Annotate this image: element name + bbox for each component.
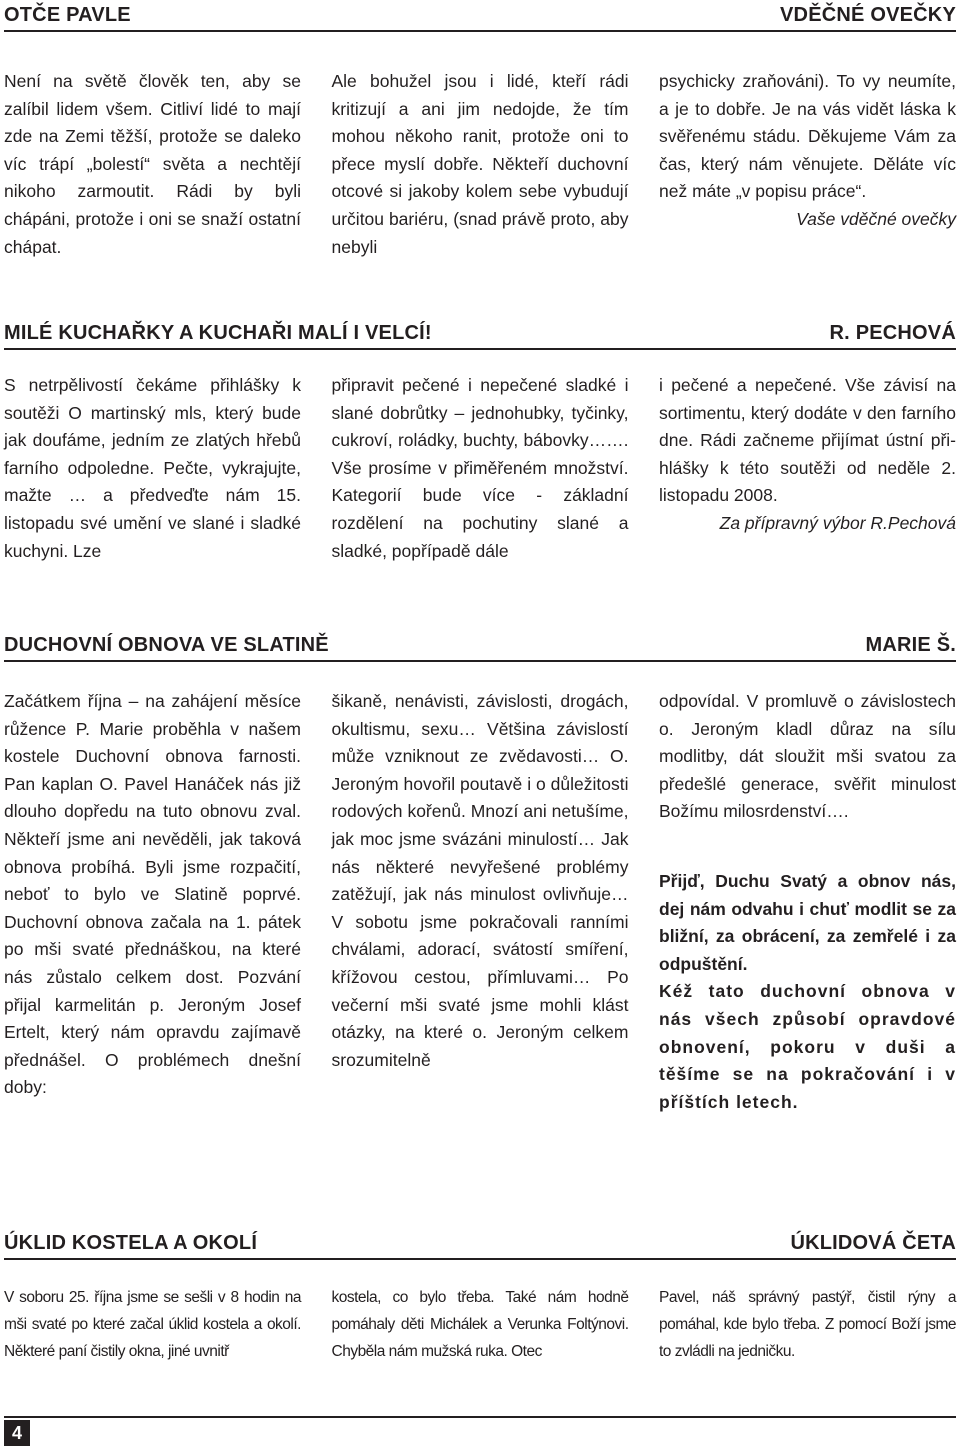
article-header xyxy=(4,1228,956,1260)
article-column-2: připravit pečené i nepečené sladké i slané dobrůtky – jednohubky, tyčinky, cukroví, roládky, buchty, bábovky……. Vše prosíme v přiměřeném množství. Kategorií bude více - základní rozdělení na pochutiny slané a sladké, popřípadě dále xyxy=(331,375,629,561)
article-kucharky xyxy=(4,318,956,565)
article-column-3: psychicky zraňováni). To vy neumíte, a je to dobře. Je na vás vidět láska k svěřenému stádu. Děkujeme Vám za čas, který nám věnujete. Děláte víc než máte „v popisu práce“. Vaše vděčné ovečky xyxy=(659,68,956,261)
article-column-3: i pečené a nepečené. Vše závisí na sortimentu, který dodáte v den farního dne. Rádi začneme přijímat ústní přihlášky k této soutěži od neděle 2. listopadu 2008. Za přípravný výbor R.Pechová xyxy=(659,372,956,565)
article-column-2: šikaně, nenávisti, závislosti, drogách, okultismu, sexu… Většina závislostí může vzniknout ze zvědavosti… O. Jeroným hovořil poutavě i o důležitosti rodových kořenů. Mnozí ani netušíme, jak moc jsme svázáni minulostí… Jak nás některé nevyřešené problémy zatěžují, jak nás minulost ovlivňuje… V sobotu jsme pokračovali ranními chválami, adorací, svátostí smíření, křížovou cestou, přímluvami… Po večerní mši svaté jsme mohli klást otázky, na které o. Jeroným celkem srozumitelně xyxy=(331,691,629,1070)
prayer-text: Přijď, Duchu Svatý a obnov nás, dej nám odvahu i chuť modlit se za bližní, za obrácení, za zemřelé i za odpuštění. xyxy=(659,870,956,974)
article-signature: Za přípravný výbor R.Pechová xyxy=(719,512,956,533)
article-author: ÚKLIDOVÁ ČETA xyxy=(790,1232,956,1254)
article-title: OTČE PAVLE xyxy=(4,4,131,26)
page-number: 4 xyxy=(4,1420,30,1446)
article-author: VDĚČNÉ OVEČKY xyxy=(780,4,956,26)
article-column-2: kostela, co bylo třeba. Také nám hodně pomáhaly děti Michálek a Verunka Foltýnovi. Chyběla nám mužská ruka. Otec xyxy=(331,1289,629,1360)
article-author: MARIE Š. xyxy=(865,634,956,656)
article-duchovni-obnova xyxy=(4,630,956,1116)
article-column-2: Ale bohužel jsou i lidé, kteří rádi kritizují a ani jim nedojde, že tím mohou někoho ranit, protože oni to přece myslí dobře. Někteří duchovní otcové si jakoby kolem sebe vybudují určitou bariéru, (snad právě proto, aby nebyli xyxy=(331,71,629,257)
article-column-1: Začátkem října – na zahájení měsíce růžence P. Marie proběhla v našem kostele Duchovní obnova farnosti. Pan kaplan O. Pavel Hanáček nás již dlouho dopředu na tuto obnovu zval. Někteří jsme ani nevěděli, jak taková obnova probíhá. Byli jsme rozpačití, neboť to bylo ve Slatině poprvé. Duchovní obnova začala na 1. pátek po mši svaté přednáškou, na které nás zůstalo celkem dost. Pozvání přijal karmelitán p. Jeroným Josef Ertelt, který nám opravdu zajímavě přednášel. O problémech dnešní doby: xyxy=(4,691,301,1098)
article-title: DUCHOVNÍ OBNOVA VE SLATINĚ xyxy=(4,634,329,656)
article-column-1: V soboru 25. října jsme se sešli v 8 hodin na mši svaté po které začal úklid kostela a okolí. Některé paní čistily okna, jiné uvnitř xyxy=(4,1289,301,1360)
article-title: MILÉ KUCHAŘKY A KUCHAŘI MALÍ I VELCÍ! xyxy=(4,322,432,344)
article-signature: Vaše vděčné ovečky xyxy=(796,208,956,229)
article-header xyxy=(4,0,956,32)
article-uklid-kostela xyxy=(4,1228,956,1365)
article-title: ÚKLID KOSTELA A OKOLÍ xyxy=(4,1232,258,1254)
article-author: R. PECHOVÁ xyxy=(829,322,956,344)
article-otce-pavle xyxy=(4,0,956,261)
article-header xyxy=(4,630,956,662)
article-column-3: odpovídal. V promluvě o závislostech o. Jeroným kladl důraz na sílu modlitby, dát sloužit mši svatou za předešlé generace, svěřit minulost Božímu milosrdenství…. Přijď, Duchu Svatý a obnov nás, dej nám odvahu i chuť modlit se za bližní, za obrácení, za zemřelé i za odpuštění. Kéž tato duchovní obnova v nás všech způsobí opravdové obnovení, pokoru v duši a těšíme se na pokračování i v příštích letech. xyxy=(659,688,956,1116)
article-column-1: Není na světě člověk ten, aby se zalíbil lidem všem. Citliví lidé to mají zde na Zemi těžší, protože se daleko víc trápí „bolestí“ světa a nechtějí nikoho zarmoutit. Rádi by byli chápáni, protože i oni se snaží ostatní chápat. xyxy=(4,71,301,257)
article-header xyxy=(4,318,956,350)
footer-rule xyxy=(4,1416,956,1418)
wish-text: Kéž tato duchovní obnova v nás všech způsobí opravdové obnovení, pokoru v duši a těšíme se na pokračování i v příštích letech. xyxy=(659,981,956,1112)
article-column-3: Pavel, náš správný pastýř, čistil rýny a pomáhal, kde bylo třeba. Z pomocí Boží jsme to zvládli na jedničku. xyxy=(659,1289,956,1360)
article-column-1: S netrpělivostí čekáme přihlášky k soutěži O martinský mls, který bude jak doufáme, jedním ze zlatých hřebů farního odpoledne. Pečte, vykrajujte, mažte … a předveďte nám 15. listopadu své umění ve slané i sladké kuchyni. Lze xyxy=(4,375,301,561)
